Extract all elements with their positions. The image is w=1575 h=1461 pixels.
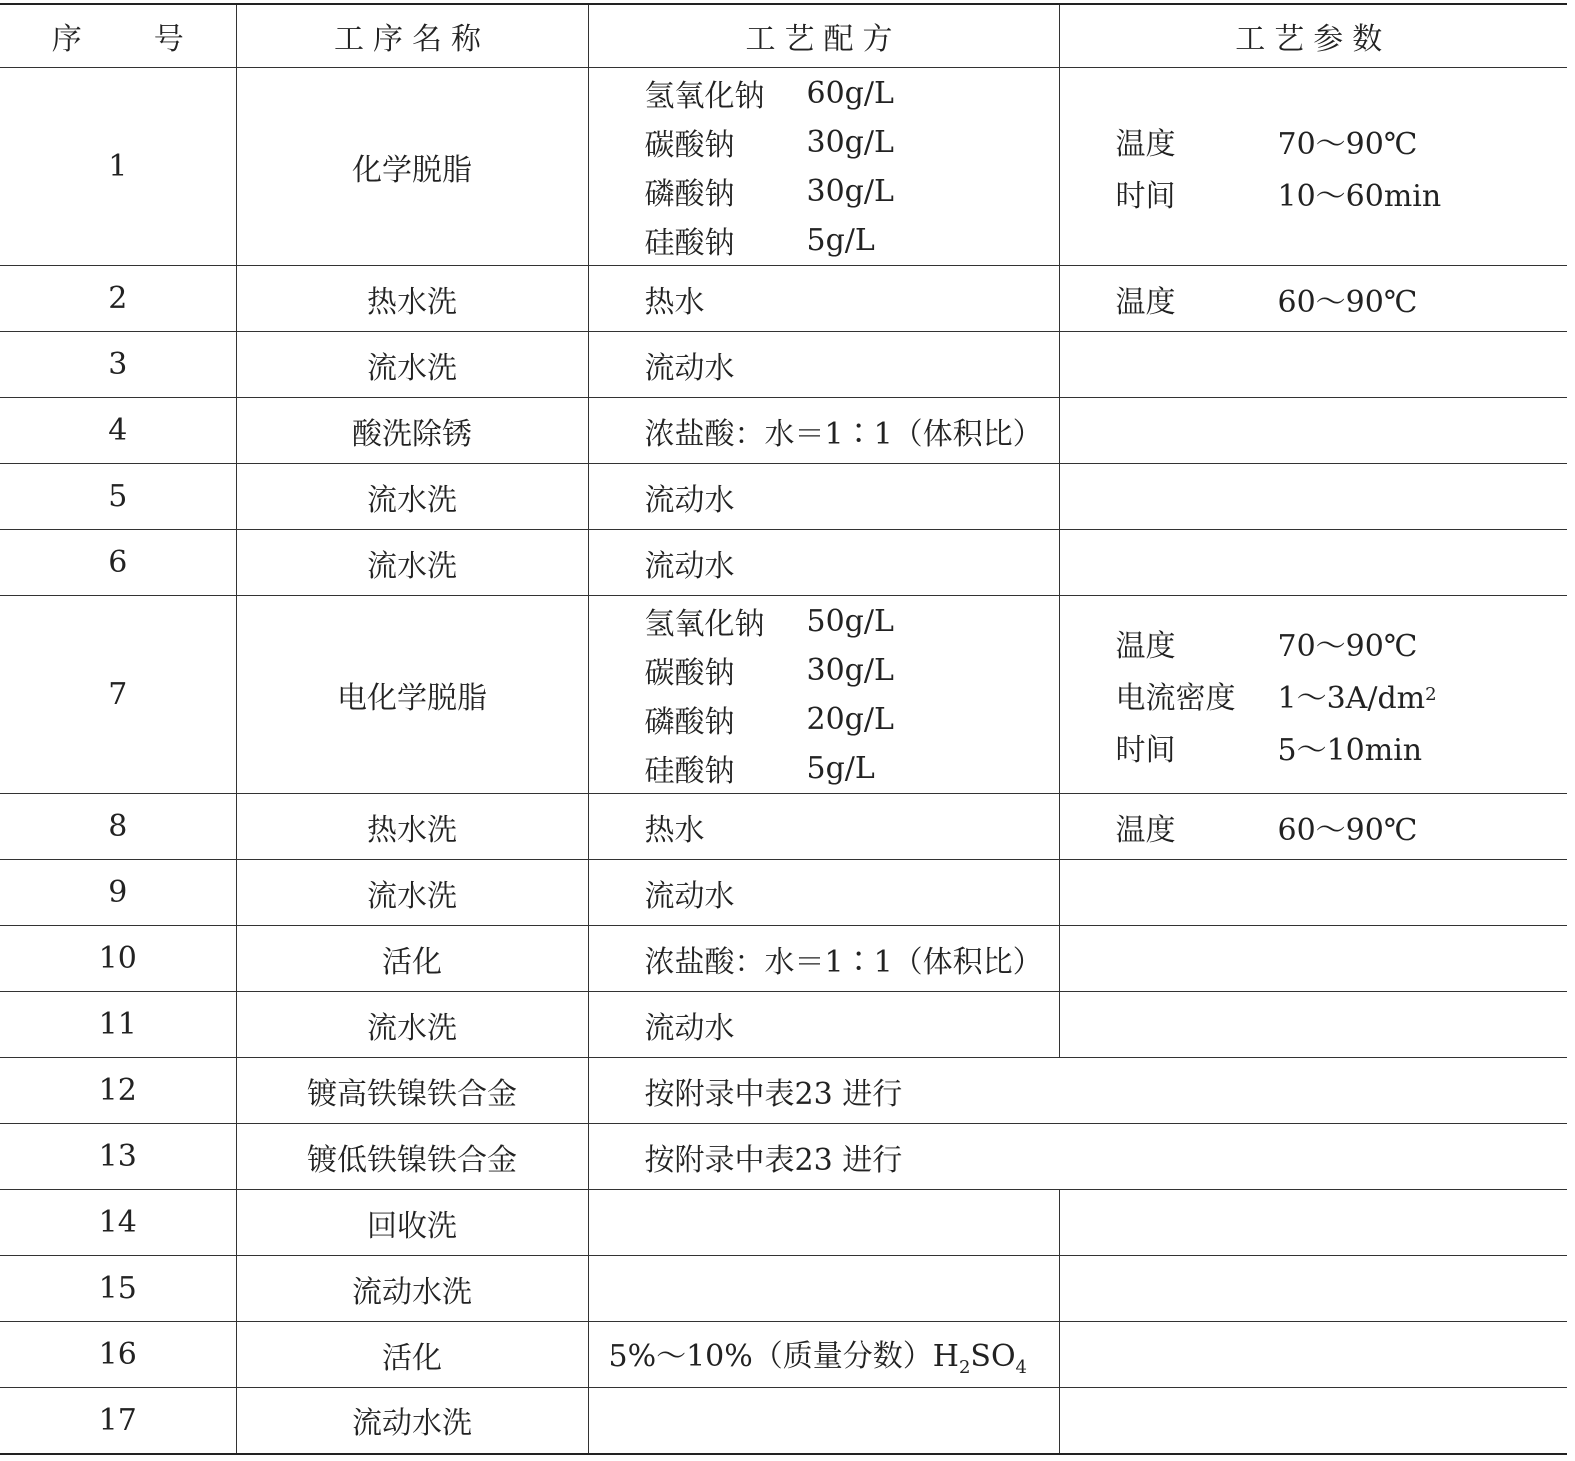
table-row [0, 530, 1567, 596]
table-row [0, 266, 1567, 332]
row-number: 6 [0, 530, 236, 596]
row-number: 10 [0, 926, 236, 992]
recipe-cell: 流动水 [588, 464, 1059, 530]
header-name: 工序名称 [236, 4, 588, 68]
params-cell [1059, 926, 1567, 992]
process-name: 流动水洗 [236, 1388, 588, 1454]
process-name: 化学脱脂 [236, 68, 588, 266]
process-name: 酸洗除锈 [236, 398, 588, 464]
recipe-cell: 按附录中表23 进行 [588, 1058, 1567, 1124]
recipe-cell: 流动水 [588, 332, 1059, 398]
header-recipe: 工艺配方 [588, 4, 1059, 68]
table-row [0, 1322, 1567, 1388]
param-line: 温度 60～90℃ [1115, 812, 1418, 848]
table-body [0, 68, 1567, 1454]
params-cell [1059, 530, 1567, 596]
process-name: 流水洗 [236, 530, 588, 596]
params-cell [1059, 1256, 1567, 1322]
process-name: 热水洗 [236, 266, 588, 332]
recipe-cell: 热水 [588, 794, 1059, 860]
params-cell [1059, 68, 1567, 266]
param-line: 温度 70～90℃ [1115, 628, 1418, 664]
recipe-cell: 流动水 [588, 860, 1059, 926]
table-row [0, 596, 1567, 794]
params-cell [1059, 1190, 1567, 1256]
params-cell [1059, 1388, 1567, 1454]
table-row [0, 860, 1567, 926]
table-row [0, 1388, 1567, 1454]
params-cell [1059, 332, 1567, 398]
recipe-cell [588, 68, 1059, 266]
params-cell [1059, 266, 1567, 332]
recipe-line: 氢氧化钠 50g/L [644, 603, 894, 642]
process-name: 流水洗 [236, 332, 588, 398]
params-cell [1059, 596, 1567, 794]
row-number: 17 [0, 1388, 236, 1454]
row-number: 14 [0, 1190, 236, 1256]
row-number: 11 [0, 992, 236, 1058]
recipe-line: 磷酸钠 30g/L [644, 173, 894, 212]
recipe-cell: 流动水 [588, 530, 1059, 596]
process-name: 流水洗 [236, 860, 588, 926]
params-cell [1059, 992, 1567, 1058]
recipe-cell: 浓盐酸：水＝1∶1（体积比） [588, 926, 1059, 992]
param-line: 时间 5～10min [1115, 732, 1423, 768]
recipe-cell: 流动水 [588, 992, 1059, 1058]
param-line: 电流密度 1～3A/dm 2 [1115, 680, 1437, 716]
params-cell [1059, 794, 1567, 860]
recipe-line: 碳酸钠 30g/L [644, 124, 894, 163]
process-name: 活化 [236, 1322, 588, 1388]
row-number: 8 [0, 794, 236, 860]
recipe-cell [588, 1190, 1059, 1256]
process-name: 热水洗 [236, 794, 588, 860]
row-number: 5 [0, 464, 236, 530]
recipe-cell: 5%～10%（质量分数）$H_2SO_4$ [588, 1322, 1059, 1388]
recipe-cell [588, 596, 1059, 794]
recipe-line: 磷酸钠 20g/L [644, 701, 894, 740]
table-row [0, 1190, 1567, 1256]
recipe-cell: 热水 [588, 266, 1059, 332]
recipe-line: 硅酸钠 5g/L [644, 222, 875, 261]
header-params: 工艺参数 [1059, 4, 1567, 68]
row-number: 3 [0, 332, 236, 398]
row-number: 1 [0, 68, 236, 266]
row-number: 13 [0, 1124, 236, 1190]
process-name: 流水洗 [236, 464, 588, 530]
header-row [0, 4, 1567, 68]
process-name: 回收洗 [236, 1190, 588, 1256]
process-name: 流动水洗 [236, 1256, 588, 1322]
table-row [0, 332, 1567, 398]
table-row [0, 926, 1567, 992]
params-cell [1059, 1322, 1567, 1388]
param-line: 时间 10～60min [1115, 178, 1442, 214]
recipe-line: 碳酸钠 30g/L [644, 652, 894, 691]
recipe-cell: 按附录中表23 进行 [588, 1124, 1567, 1190]
table-row [0, 68, 1567, 266]
params-cell [1059, 464, 1567, 530]
params-cell [1059, 860, 1567, 926]
row-number: 2 [0, 266, 236, 332]
table-row [0, 794, 1567, 860]
row-number: 15 [0, 1256, 236, 1322]
recipe-line: 氢氧化钠 60g/L [644, 75, 894, 114]
process-name: 镀高铁镍铁合金 [236, 1058, 588, 1124]
process-name: 流水洗 [236, 992, 588, 1058]
process-name: 电化学脱脂 [236, 596, 588, 794]
table-row [0, 1124, 1567, 1190]
table-row [0, 992, 1567, 1058]
row-number: 9 [0, 860, 236, 926]
row-number: 16 [0, 1322, 236, 1388]
header-seq: 序 号 [0, 4, 236, 68]
process-name: 镀低铁镍铁合金 [236, 1124, 588, 1190]
table-row [0, 464, 1567, 530]
process-table [0, 3, 1567, 1455]
recipe-cell [588, 1388, 1059, 1454]
recipe-cell: 浓盐酸：水＝1∶1（体积比） [588, 398, 1059, 464]
row-number: 12 [0, 1058, 236, 1124]
param-line: 温度 70～90℃ [1115, 126, 1418, 162]
process-name: 活化 [236, 926, 588, 992]
table-row [0, 1058, 1567, 1124]
table-row [0, 398, 1567, 464]
row-number: 4 [0, 398, 236, 464]
row-number: 7 [0, 596, 236, 794]
recipe-cell [588, 1256, 1059, 1322]
param-line: 温度 60～90℃ [1115, 284, 1418, 320]
recipe-line: 硅酸钠 5g/L [644, 750, 875, 789]
params-cell [1059, 398, 1567, 464]
table-row [0, 1256, 1567, 1322]
